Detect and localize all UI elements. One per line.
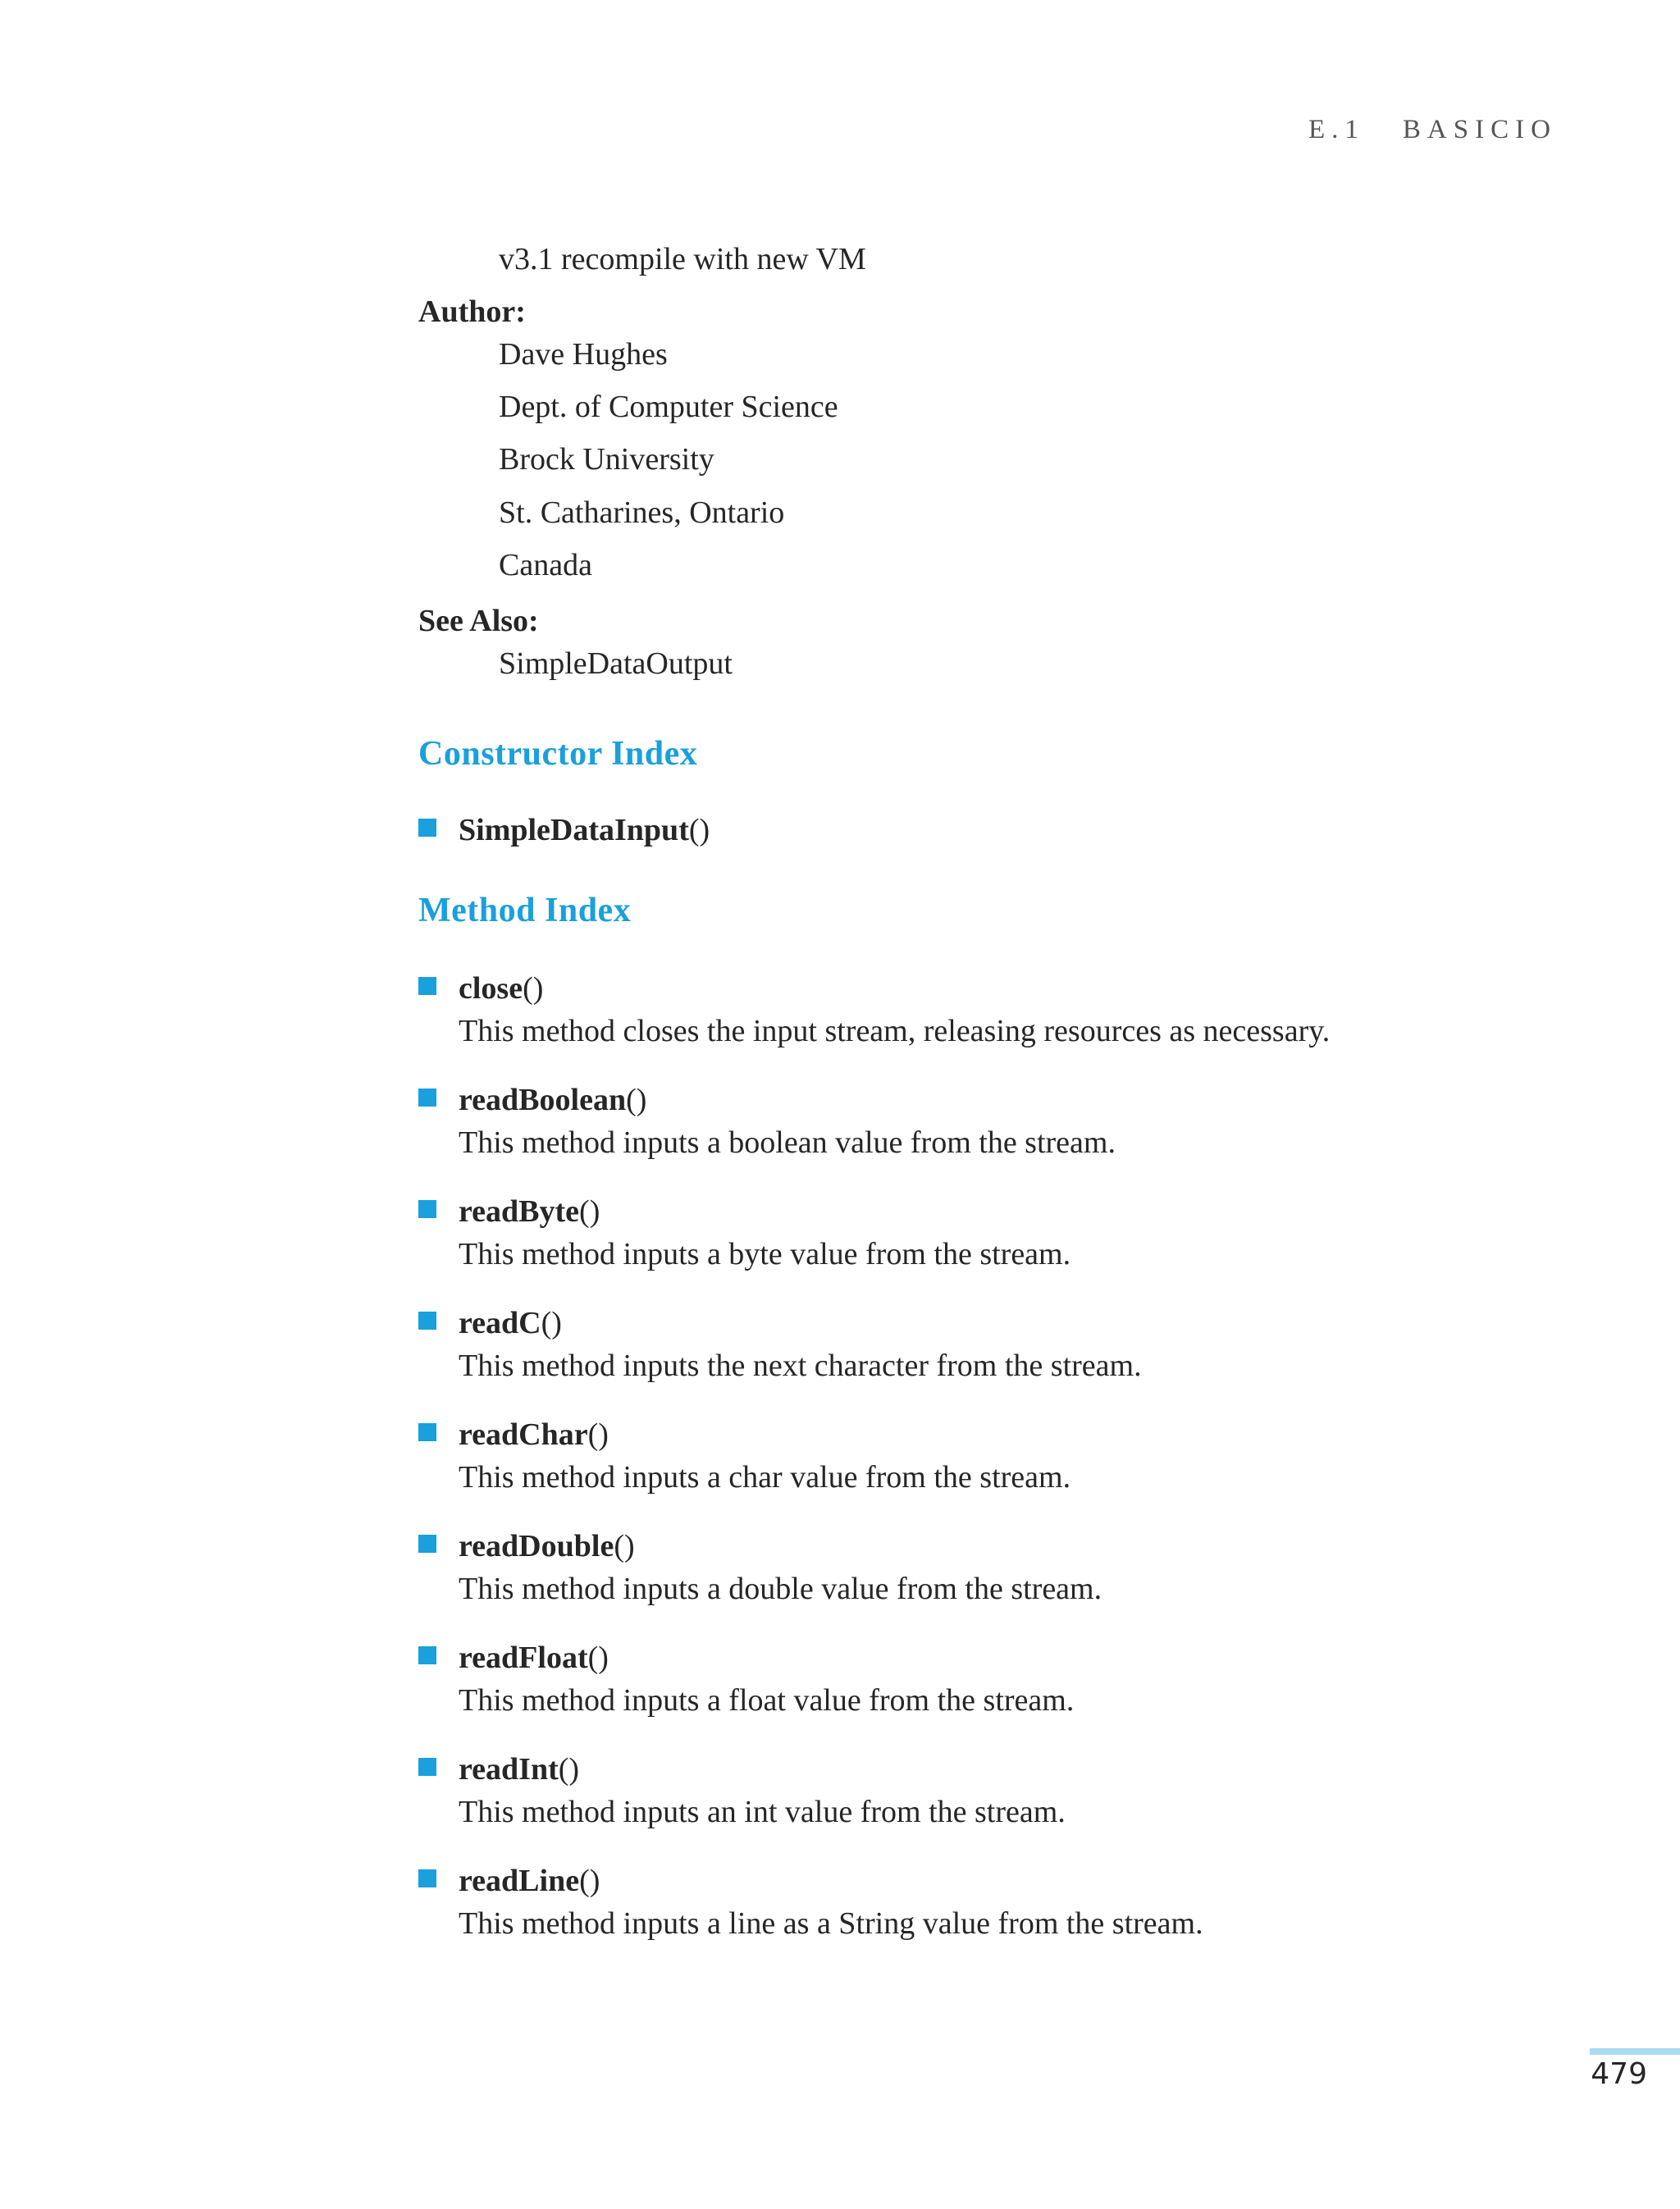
- method-description: This method inputs the next character from the stream.: [459, 1349, 1142, 1383]
- method-parens: (): [626, 1083, 647, 1117]
- method-description: This method inputs a float value from the stream.: [459, 1683, 1075, 1718]
- method-description: This method closes the input stream, releasing resources as necessary.: [459, 1014, 1331, 1048]
- method-parens: (): [579, 1864, 600, 1898]
- method-signature: [459, 1640, 609, 1676]
- running-head-title: BASICIO: [1402, 115, 1557, 144]
- method-signature: [459, 1528, 635, 1564]
- method-signature: [459, 1417, 609, 1453]
- method-name: readBoolean: [459, 1083, 627, 1117]
- running-head-section: E.1: [1308, 115, 1365, 144]
- constructor-index-heading: Constructor Index: [418, 735, 698, 773]
- method-parens: (): [558, 1752, 580, 1787]
- square-bullet-icon: [418, 1646, 436, 1664]
- method-description: This method inputs a boolean value from the stream.: [459, 1125, 1116, 1160]
- constructor-name: SimpleDataInput: [459, 813, 689, 847]
- method-description: This method inputs an int value from the stream.: [459, 1795, 1066, 1829]
- method-name: readLine: [459, 1864, 580, 1898]
- method-name: readInt: [459, 1752, 559, 1787]
- method-name: readDouble: [459, 1529, 614, 1563]
- method-description: This method inputs a byte value from the stream.: [459, 1237, 1071, 1271]
- author-line: Dave Hughes: [499, 337, 668, 372]
- method-name: readChar: [459, 1417, 588, 1452]
- square-bullet-icon: [418, 1312, 436, 1330]
- method-signature: [459, 1082, 646, 1118]
- method-name: readByte: [459, 1194, 580, 1229]
- method-parens: (): [579, 1194, 600, 1229]
- method-index-heading: Method Index: [418, 892, 632, 929]
- author-line: St. Catharines, Ontario: [499, 495, 785, 530]
- method-name: readFloat: [459, 1641, 588, 1675]
- method-description: This method inputs a double value from the stream.: [459, 1572, 1102, 1606]
- method-signature: [459, 1751, 579, 1787]
- square-bullet-icon: [418, 977, 436, 995]
- page-number-rule: [1590, 2048, 1680, 2055]
- method-description: This method inputs a char value from the stream.: [459, 1460, 1071, 1495]
- method-parens: (): [523, 971, 544, 1006]
- method-signature: [459, 1863, 600, 1899]
- method-parens: (): [587, 1641, 609, 1675]
- method-name: close: [459, 971, 523, 1006]
- square-bullet-icon: [418, 1869, 436, 1887]
- square-bullet-icon: [418, 1535, 436, 1553]
- method-parens: (): [587, 1417, 609, 1452]
- author-line: Dept. of Computer Science: [499, 390, 838, 424]
- author-label: Author:: [418, 294, 526, 329]
- see-also-value: SimpleDataOutput: [499, 646, 733, 681]
- running-head: [1308, 115, 1557, 145]
- method-name: readC: [459, 1306, 541, 1340]
- version-line: v3.1 recompile with new VM: [499, 242, 866, 276]
- square-bullet-icon: [418, 1758, 436, 1776]
- square-bullet-icon: [418, 1089, 436, 1107]
- method-parens: (): [541, 1306, 562, 1340]
- method-description: This method inputs a line as a String value from the stream.: [459, 1906, 1203, 1941]
- author-line: Brock University: [499, 442, 714, 477]
- author-line: Canada: [499, 548, 592, 582]
- method-signature: [459, 1305, 562, 1341]
- constructor-signature: [459, 812, 710, 848]
- square-bullet-icon: [418, 1200, 436, 1218]
- method-parens: (): [614, 1529, 635, 1563]
- constructor-parens: (): [688, 813, 710, 847]
- square-bullet-icon: [418, 819, 436, 837]
- method-signature: [459, 970, 543, 1006]
- page-number: 479: [1591, 2057, 1647, 2091]
- method-signature: [459, 1193, 600, 1230]
- square-bullet-icon: [418, 1423, 436, 1441]
- see-also-label: See Also:: [418, 604, 539, 638]
